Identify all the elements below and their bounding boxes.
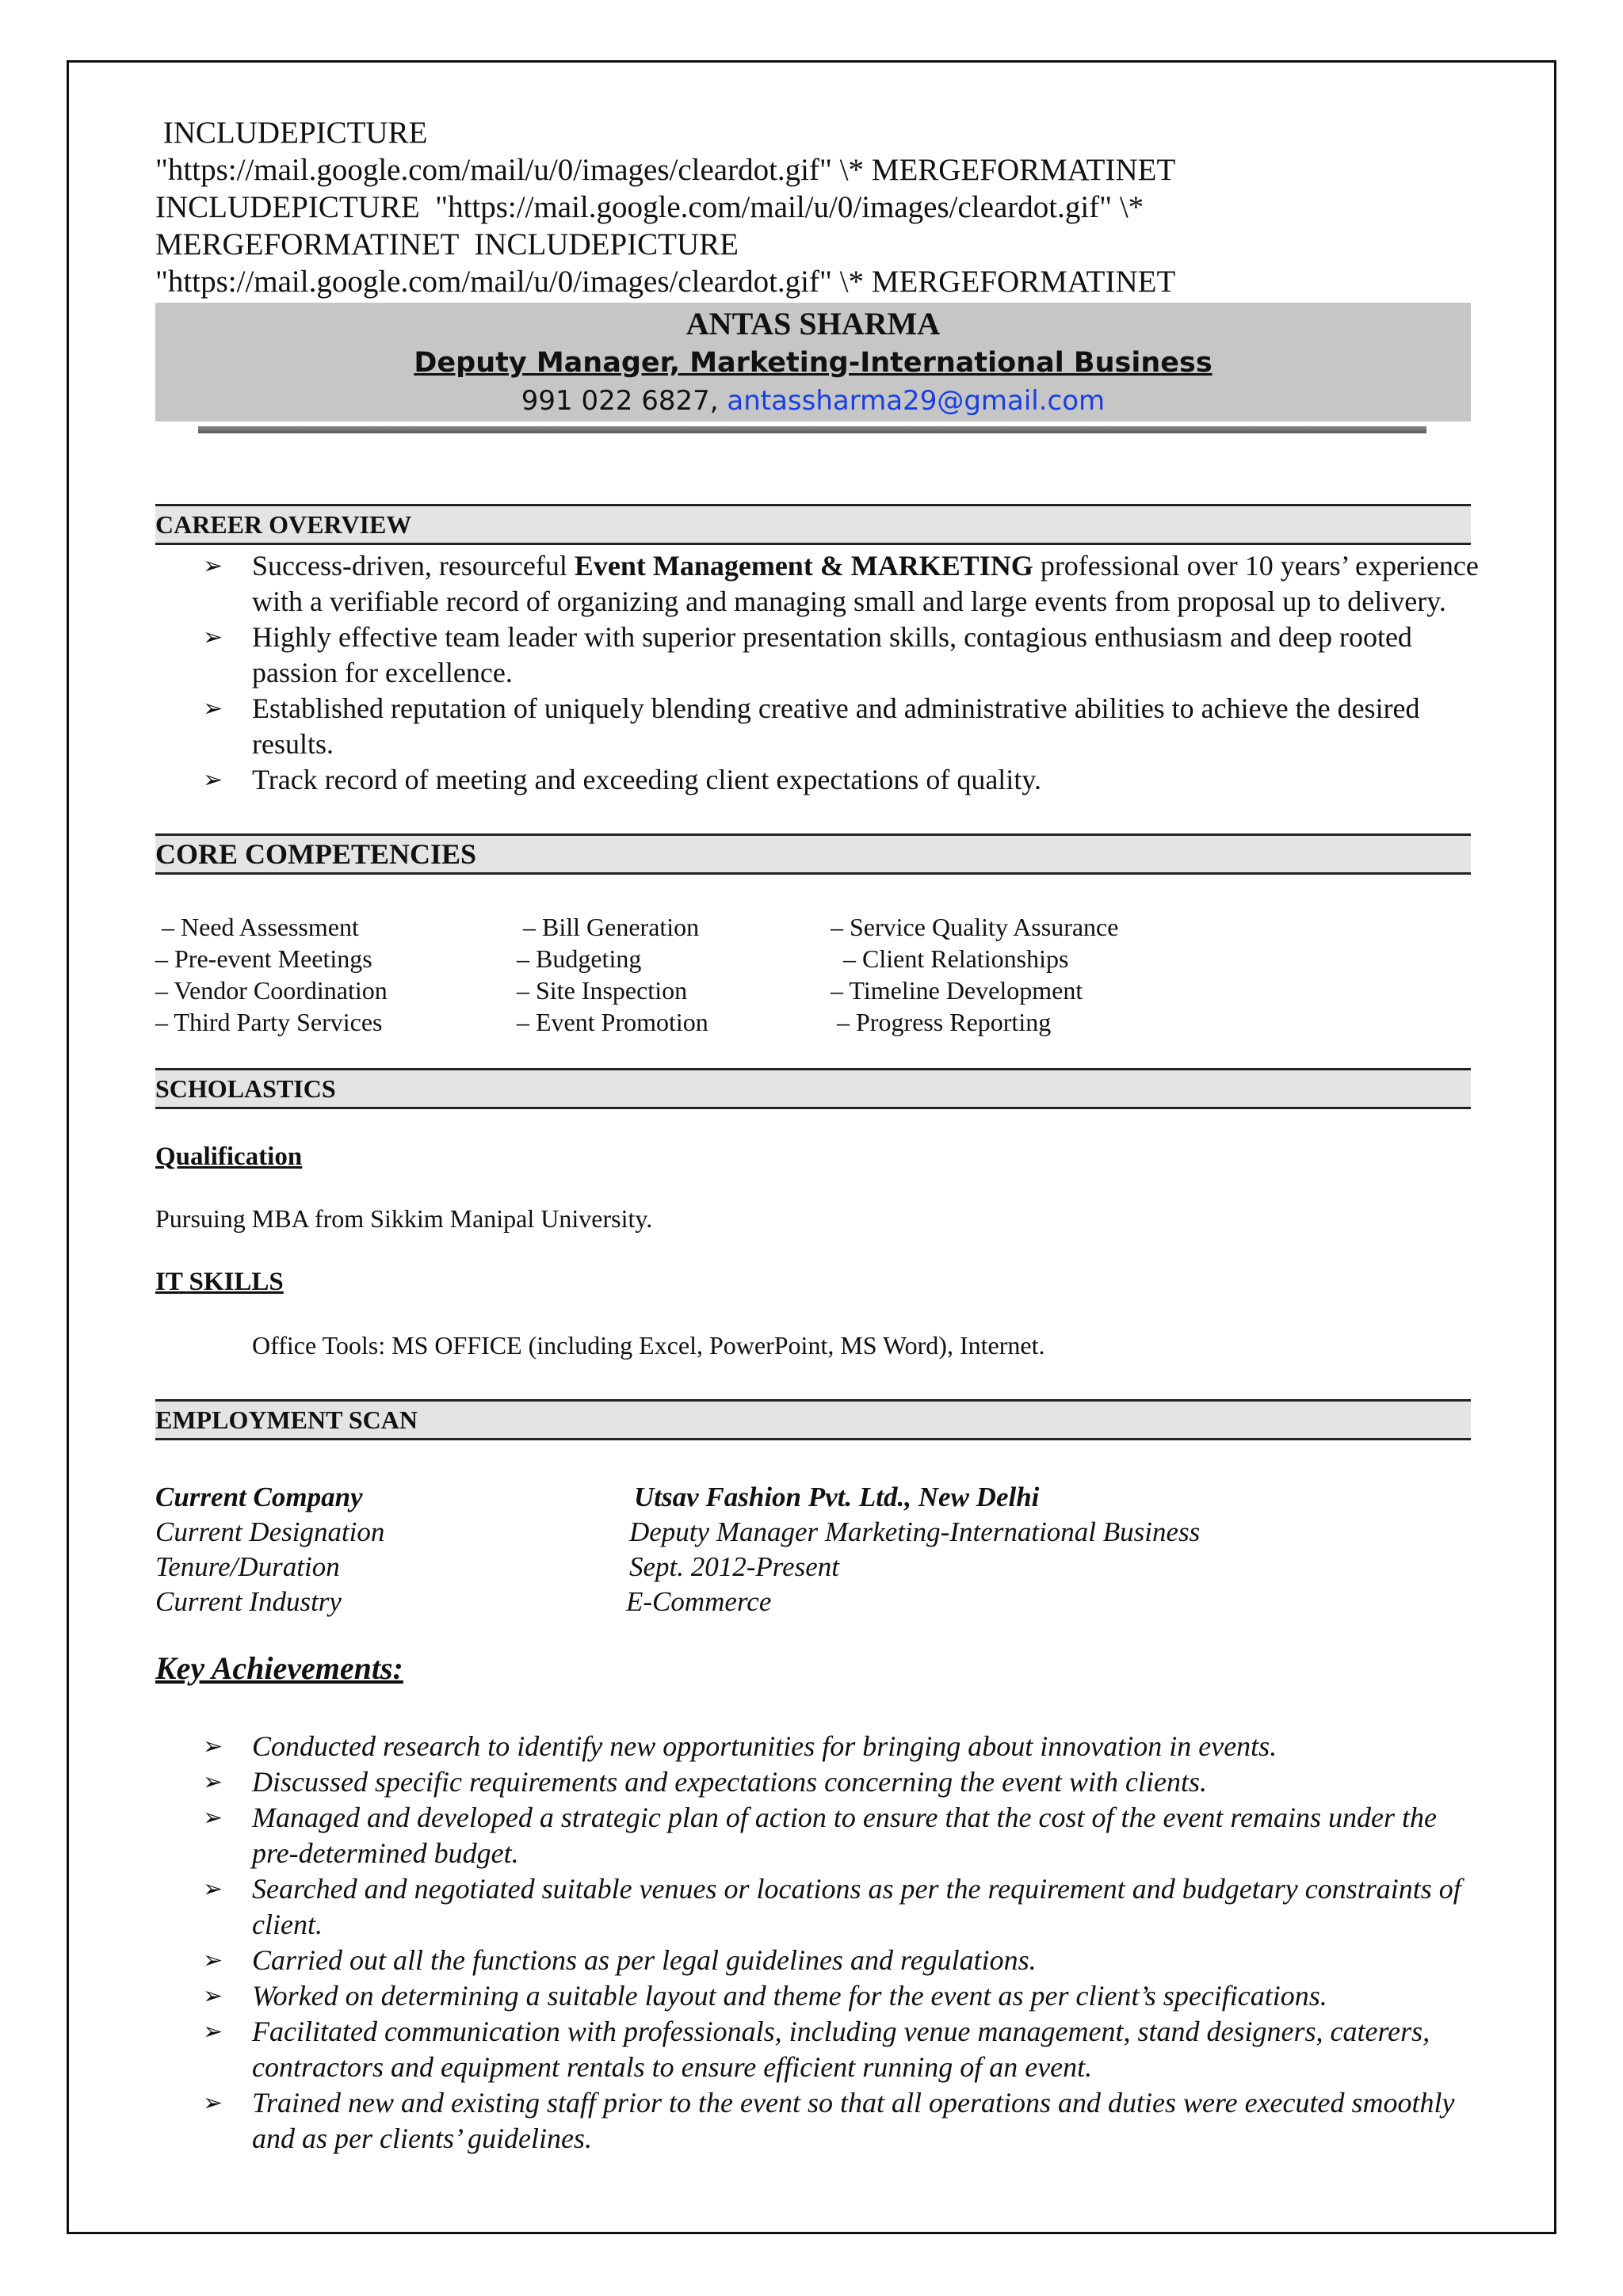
contact-line bbox=[155, 382, 1471, 420]
competency-item: – Pre-event Meetings bbox=[155, 944, 372, 973]
list-item: ➢ Discussed specific requirements and expectations concerning the event with clients. bbox=[203, 1764, 1479, 1800]
career-bullets bbox=[203, 548, 1479, 798]
merge-line: "https://mail.google.com/mail/u/0/images/cleardot.gif" \* MERGEFORMATINET bbox=[155, 153, 1176, 187]
it-skills-heading: IT SKILLS bbox=[155, 1268, 284, 1296]
merge-line: INCLUDEPICTURE "https://mail.google.com/mail/u/0/images/cleardot.gif" \* bbox=[155, 190, 1144, 224]
competency-item: – Need Assessment bbox=[155, 913, 359, 941]
label-current-company: Current Company bbox=[155, 1482, 363, 1512]
bullet-text: Success-driven, resourceful bbox=[252, 550, 575, 582]
label-current-designation: Current Designation bbox=[155, 1516, 385, 1547]
list-item: ➢ Conducted research to identify new opportunities for bringing about innovation in events. bbox=[203, 1729, 1479, 1764]
section-employment-scan: EMPLOYMENT SCAN bbox=[155, 1399, 1471, 1440]
value-company: Utsav Fashion Pvt. Ltd., New Delhi bbox=[634, 1482, 1040, 1512]
list-item: ➢ Track record of meeting and exceeding client expectations of quality. bbox=[203, 762, 1479, 798]
list-item: ➢ Worked on determining a suitable layout and theme for the event as per client’s specifications. bbox=[203, 1978, 1479, 2014]
competency-item: – Timeline Development bbox=[831, 976, 1083, 1005]
merge-line: "https://mail.google.com/mail/u/0/images/cleardot.gif" \* MERGEFORMATINET bbox=[155, 265, 1176, 299]
achievement-bullets bbox=[203, 1729, 1479, 2157]
it-skills-text: Office Tools: MS OFFICE (including Excel, PowerPoint, MS Word), Internet. bbox=[252, 1331, 1045, 1360]
label-tenure: Tenure/Duration bbox=[155, 1551, 340, 1582]
employment-values bbox=[626, 1480, 1201, 1619]
qualification-text: Pursuing MBA from Sikkim Manipal University. bbox=[155, 1204, 653, 1233]
label-current-industry: Current Industry bbox=[155, 1586, 342, 1617]
competency-column bbox=[831, 911, 1118, 1038]
value-designation: Deputy Manager Marketing-International Business bbox=[629, 1516, 1201, 1547]
section-scholastics: SCHOLASTICS bbox=[155, 1068, 1471, 1109]
competency-item: – Client Relationships bbox=[831, 944, 1069, 973]
competency-item: – Budgeting bbox=[517, 944, 642, 973]
list-item: ➢ Carried out all the functions as per legal guidelines and regulations. bbox=[203, 1943, 1479, 1978]
list-item: ➢ Facilitated communication with professionals, including venue management, stand designers, caterers, contractors and equipment rentals to ensure efficient running of an event. bbox=[203, 2014, 1479, 2085]
section-core-competencies: CORE COMPETENCIES bbox=[155, 833, 1471, 875]
competency-item: – Site Inspection bbox=[517, 976, 688, 1005]
list-item bbox=[203, 548, 1479, 620]
competency-column bbox=[155, 911, 388, 1038]
list-item: ➢ Highly effective team leader with superior presentation skills, contagious enthusiasm and deep rooted passion for excellence. bbox=[203, 620, 1479, 691]
value-industry: E-Commerce bbox=[626, 1586, 772, 1617]
competency-item: – Service Quality Assurance bbox=[831, 913, 1119, 941]
list-item: ➢ Managed and developed a strategic plan of action to ensure that the cost of the event remains under the pre-determined budget. bbox=[203, 1800, 1479, 1871]
phone-number: 991 022 6827, bbox=[521, 385, 727, 417]
email-link[interactable]: antassharma29@gmail.com bbox=[727, 385, 1106, 417]
qualification-heading: Qualification bbox=[155, 1142, 303, 1171]
value-tenure: Sept. 2012-Present bbox=[629, 1551, 840, 1582]
candidate-name: ANTAS SHARMA bbox=[685, 306, 941, 341]
list-item: ➢ Searched and negotiated suitable venues or locations as per the requirement and budgetary constraints of client. bbox=[203, 1871, 1479, 1943]
section-career-overview: CAREER OVERVIEW bbox=[155, 504, 1471, 545]
competency-item: – Event Promotion bbox=[517, 1008, 708, 1036]
merge-field-text bbox=[155, 114, 1503, 300]
competency-item: – Bill Generation bbox=[517, 913, 700, 941]
bullet-text: professional over 10 years’ experience with a verifiable record of organizing and managing small and large events from proposal up to delivery. bbox=[252, 550, 1479, 617]
competency-item: – Progress Reporting bbox=[831, 1008, 1052, 1036]
key-achievements-heading: Key Achievements: bbox=[155, 1650, 403, 1686]
competency-item: – Vendor Coordination bbox=[155, 976, 388, 1005]
candidate-title: Deputy Manager, Marketing-International Business bbox=[414, 347, 1212, 379]
merge-line: INCLUDEPICTURE bbox=[155, 116, 428, 150]
list-item: ➢ Trained new and existing staff prior to the event so that all operations and duties were executed smoothly and as per clients’ guidelines. bbox=[203, 2085, 1479, 2157]
employment-labels bbox=[155, 1480, 384, 1619]
competency-item: – Third Party Services bbox=[155, 1008, 383, 1036]
resume-header bbox=[155, 303, 1471, 421]
merge-line: MERGEFORMATINET INCLUDEPICTURE bbox=[155, 227, 739, 261]
header-divider bbox=[198, 426, 1426, 433]
bullet-bold-text: Event Management & MARKETING bbox=[574, 550, 1033, 582]
competency-column bbox=[517, 911, 708, 1038]
list-item: ➢ Established reputation of uniquely blending creative and administrative abilities to achieve the desired results. bbox=[203, 691, 1479, 762]
